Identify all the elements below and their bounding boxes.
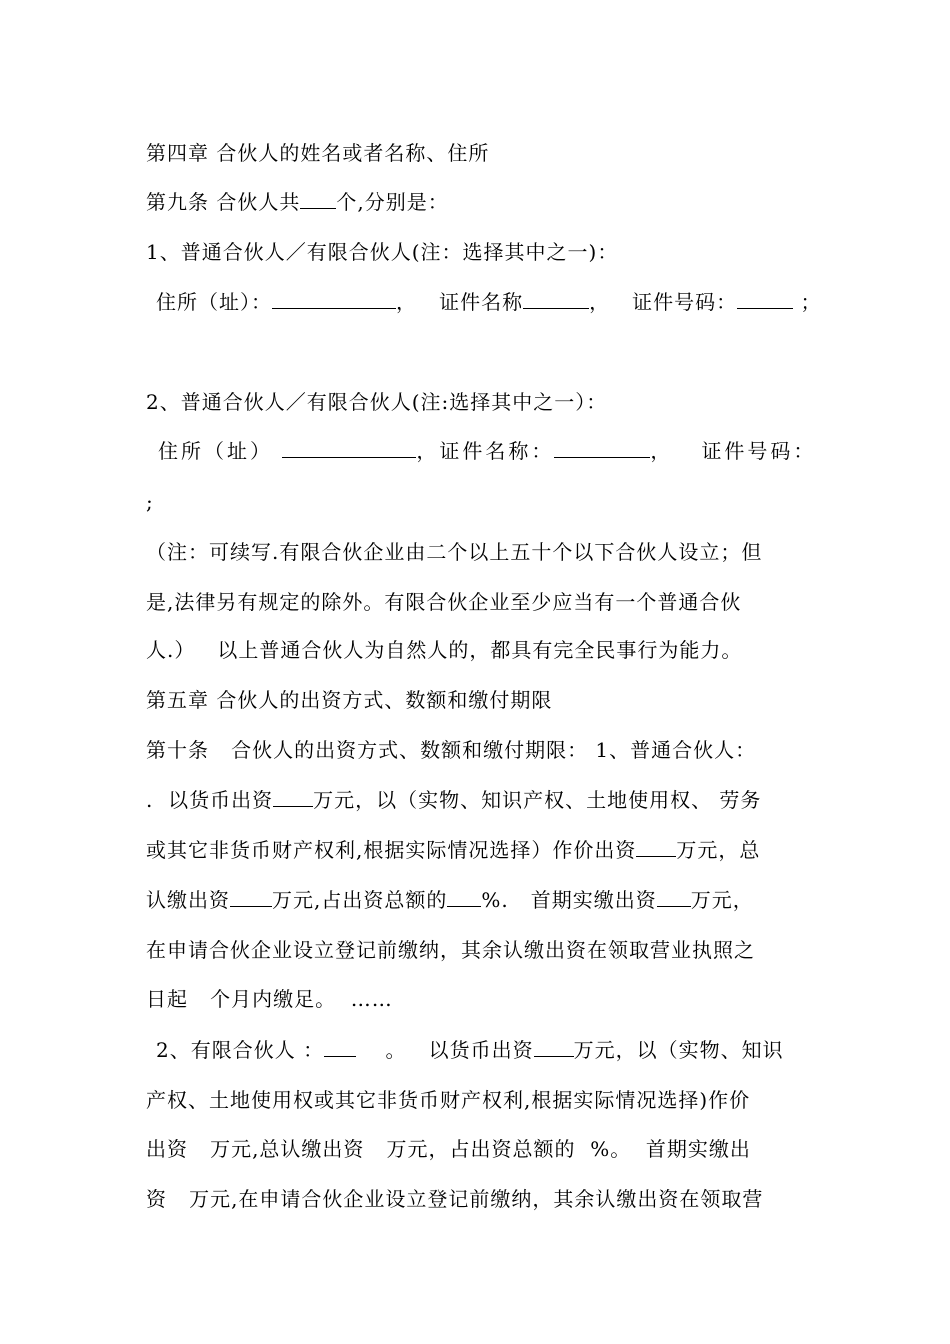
blank-line bbox=[273, 786, 313, 807]
separator: ， bbox=[589, 290, 611, 314]
partner-1-title bbox=[146, 238, 618, 266]
address-label: 住所（址）： bbox=[156, 290, 272, 314]
blank-line bbox=[324, 1036, 356, 1057]
general-partner-line-2 bbox=[146, 836, 760, 864]
clause-text: %. 首期实缴出资 bbox=[481, 888, 657, 912]
note-text: （注：可续写.有限合伙企业由二个以上五十个以下合伙人设立；但 bbox=[146, 540, 763, 564]
limited-partner-line-2 bbox=[146, 1086, 750, 1114]
chapter-4-heading bbox=[146, 139, 489, 167]
note-line-1 bbox=[146, 538, 762, 566]
blank-line bbox=[657, 886, 691, 907]
blank-line bbox=[230, 886, 272, 907]
article-10-text: 第十条 合伙人的出资方式、数额和缴付期限： 1、普通合伙人： bbox=[146, 738, 757, 762]
note-text: 是,法律另有规定的除外。有限合伙企业至少应当有一个普通合伙 bbox=[146, 590, 742, 614]
article-9-text-2: 个,分别是： bbox=[336, 190, 449, 214]
blank-line bbox=[737, 288, 793, 309]
clause-text: 在申请合伙企业设立登记前缴纳，其余认缴出资在领取营业执照之 bbox=[146, 938, 755, 962]
partner-2-end bbox=[146, 488, 154, 516]
article-9-text: 第九条 合伙人共 bbox=[146, 190, 301, 214]
article-9-line bbox=[146, 188, 449, 216]
id-name-label: 证件名称 bbox=[439, 290, 524, 314]
id-name-label: ，证件名称： bbox=[416, 439, 555, 463]
partner-1-title-text: 1、普通合伙人／有限合伙人(注：选择其中之一)： bbox=[146, 240, 619, 264]
general-partner-line-1 bbox=[146, 786, 761, 814]
id-number-label: 证件号码： bbox=[632, 290, 738, 314]
clause-text: . 以货币出资 bbox=[146, 788, 274, 812]
clause-text: 认缴出资 bbox=[146, 888, 230, 912]
clause-text: 万元,占出资总额的 bbox=[272, 888, 448, 912]
chapter-5-heading bbox=[146, 686, 552, 714]
note-text: 人.） 以上普通合伙人为自然人的，都具有完全民事行为能力。 bbox=[146, 638, 743, 662]
article-10-line bbox=[146, 736, 756, 764]
semicolon: ; bbox=[146, 490, 154, 514]
clause-text: 万元，以（实物、知识 bbox=[573, 1038, 784, 1062]
separator: ， bbox=[650, 439, 674, 463]
address-label: 住所（址） bbox=[158, 439, 273, 463]
clause-text: 2、有限合伙人 ： bbox=[156, 1038, 325, 1062]
chapter-4-text: 第四章 合伙人的姓名或者名称、住所 bbox=[146, 141, 490, 165]
blank-line bbox=[554, 437, 650, 458]
blank-line bbox=[447, 886, 481, 907]
limited-partner-line-3 bbox=[146, 1135, 751, 1163]
separator: ； bbox=[800, 290, 822, 314]
clause-text: 产权、土地使用权或其它非货币财产权利,根据实际情况选择)作价 bbox=[146, 1088, 751, 1112]
clause-text: 或其它非货币财产权利,根据实际情况选择）作价出资 bbox=[146, 838, 637, 862]
clause-text: 。 以货币出资 bbox=[385, 1038, 534, 1062]
partner-2-details bbox=[158, 437, 816, 465]
general-partner-line-5 bbox=[146, 985, 393, 1013]
separator: ， bbox=[396, 290, 417, 314]
blank-line bbox=[300, 188, 336, 209]
general-partner-line-3 bbox=[146, 886, 754, 914]
clause-text: 资 万元,在申请合伙企业设立登记前缴纳，其余认缴出资在领取营 bbox=[146, 1187, 764, 1211]
partner-2-title-text: 2、普通合伙人／有限合伙人(注:选择其中之一）： bbox=[146, 390, 608, 414]
clause-text: 出资 万元,总认缴出资 万元，占出资总额的 %。 首期实缴出 bbox=[146, 1137, 751, 1161]
clause-text: 日起 个月内缴足。 …… bbox=[146, 987, 393, 1011]
id-number-label: 证件号码： bbox=[701, 439, 817, 463]
clause-text: 万元， bbox=[690, 888, 754, 912]
note-line-3 bbox=[146, 636, 742, 664]
note-line-2 bbox=[146, 588, 741, 616]
blank-line bbox=[282, 437, 416, 458]
general-partner-line-4 bbox=[146, 936, 755, 964]
blank-line bbox=[272, 288, 396, 309]
partner-1-details bbox=[156, 288, 822, 316]
chapter-5-text: 第五章 合伙人的出资方式、数额和缴付期限 bbox=[146, 688, 553, 712]
limited-partner-line-1 bbox=[156, 1036, 784, 1064]
clause-text: 万元，以（实物、知识产权、土地使用权、 劳务 bbox=[313, 788, 762, 812]
blank-line bbox=[534, 1036, 574, 1057]
clause-text: 万元，总 bbox=[676, 838, 761, 862]
partner-2-title bbox=[146, 388, 607, 416]
blank-line bbox=[636, 836, 676, 857]
limited-partner-line-4 bbox=[146, 1185, 763, 1213]
blank-line bbox=[523, 288, 589, 309]
